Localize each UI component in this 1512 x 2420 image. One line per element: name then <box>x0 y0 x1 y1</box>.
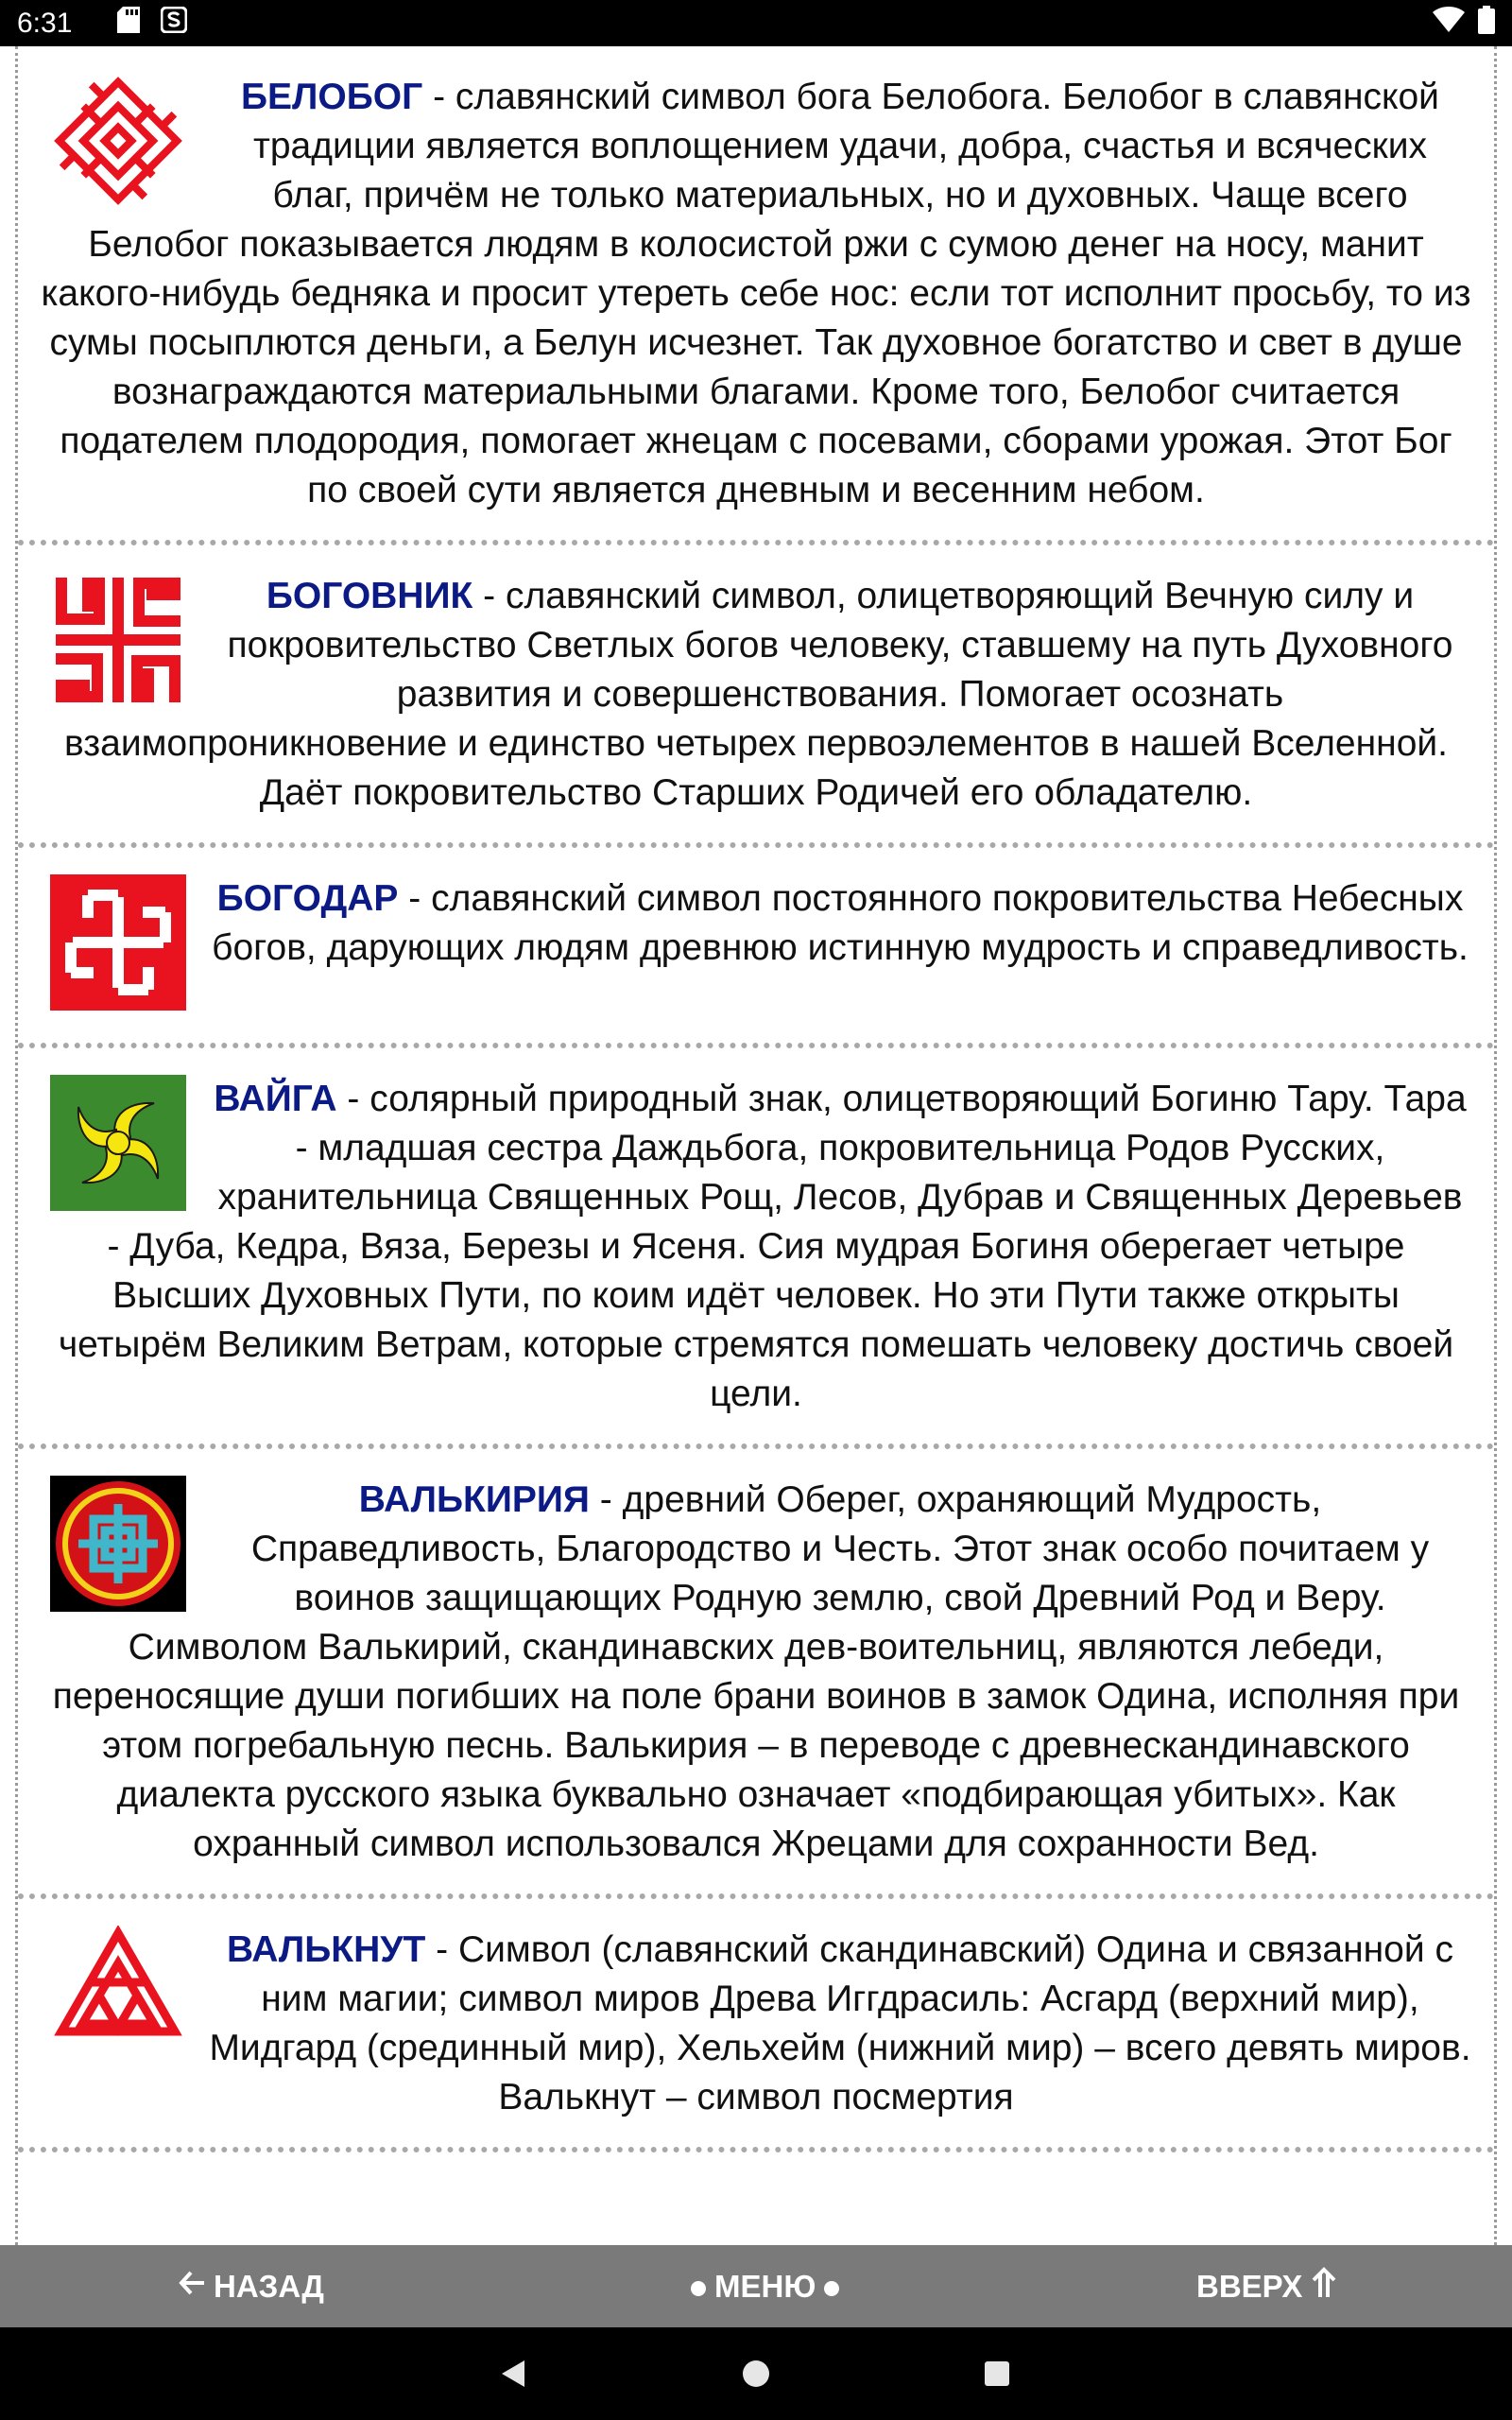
vaiga-symbol-icon <box>50 1075 186 1211</box>
system-navigation-bar <box>0 2327 1512 2420</box>
list-item <box>18 1449 1494 1899</box>
bogovnik-symbol-icon <box>50 572 186 708</box>
list-item <box>18 848 1494 1048</box>
menu-link[interactable] <box>690 2245 840 2327</box>
list-item <box>18 46 1494 545</box>
status-right <box>1433 6 1495 42</box>
symbol-name: ВАЙГА <box>214 1079 337 1119</box>
symbol-description: - славянский символ постоянного покровительства Небесных богов, дарующих людям древнюю истинную мудрость и справедливость. <box>212 878 1469 968</box>
notification-s-icon <box>161 7 187 41</box>
sd-card-icon <box>117 7 140 41</box>
status-time: 6:31 <box>17 7 73 39</box>
arrow-up-icon <box>1310 2267 1338 2307</box>
bullet-icon <box>823 2269 840 2305</box>
symbol-description: - славянский символ бога Белобога. Белобог в славянской традиции является воплощением удачи, добра, счастья и всяческих благ, причём не только материальных, но и духовных. Чаще всего Белобог показывается людям в колосистой ржи с сумою денег на носу, манит какого-нибудь бедняка и просит утереть себе нос: если тот исполнит просьбу, то из сумы посыплются деньги, а Белун исчезнет. Так духовное богатство и свет в душе вознаграждаются материальными благами. Кроме того, Белобог считается подателем плодородия, помогает жнецам с посевами, сборами урожая. Этот Бог по своей сути является дневным и весенним небом. <box>41 77 1471 510</box>
menu-label: МЕНЮ <box>714 2268 816 2304</box>
symbols-list[interactable] <box>15 46 1497 2245</box>
symbol-description: - Символ (славянский скандинавский) Одина и связанной с ним магии; символ миров Древа Иггдрасиль: Асгард (верхний мир), Мидгард (срединный мир), Хельхейм (нижний мир) – всего девять миров. Валькнут – символ посмертия <box>209 1929 1471 2118</box>
symbol-name: БОГОДАР <box>216 878 399 919</box>
status-bar <box>0 0 1512 46</box>
list-item <box>18 545 1494 848</box>
wifi-icon <box>1433 7 1465 41</box>
recents-square-icon[interactable] <box>973 2350 1021 2397</box>
symbol-description: - славянский символ, олицетворяющий Вечную силу и покровительство Светлых богов человеку, ставшему на путь Духовного развития и совершенствования. Помогает осознать взаимопроникновение и единство четырех первоэлементов в нашей Вселенной. Даёт покровительство Старших Родичей его обладателю. <box>63 576 1453 813</box>
back-label: НАЗАД <box>214 2268 324 2304</box>
status-left <box>17 7 187 41</box>
back-triangle-icon[interactable] <box>490 2350 537 2397</box>
valknut-symbol-icon <box>50 1926 186 2062</box>
symbol-description: - древний Оберег, охраняющий Мудрость, Справедливость, Благородство и Честь. Этот знак особо почитаем у воинов защищающих Родную землю, свой Древний Род и Веру. Символом Валькирий, скандинавских дев-воительниц, являются лебеди, переносящие души погибших на поле брани воинов в замок Одина, исполняя при этом погребальную песнь. Валькирия – в переводе с древнескандинавского диалекта русского языка буквально означает «подбирающая убитых». Как охранный символ использовался Жрецами для сохранности Вед. <box>52 1479 1460 1864</box>
belobog-symbol-icon <box>50 73 186 209</box>
home-circle-icon[interactable] <box>732 2350 780 2397</box>
up-label: ВВЕРХ <box>1196 2268 1303 2304</box>
symbol-name: БОГОВНИК <box>266 576 473 616</box>
back-link[interactable] <box>178 2245 324 2327</box>
battery-icon <box>1478 6 1495 42</box>
up-link[interactable] <box>1196 2245 1338 2327</box>
symbol-name: ВАЛЬКНУТ <box>227 1929 426 1970</box>
symbol-name: ВАЛЬКИРИЯ <box>358 1479 590 1520</box>
list-item <box>18 1048 1494 1449</box>
list-item <box>18 1899 1494 2152</box>
bogodar-symbol-icon <box>50 874 186 1011</box>
valkyria-symbol-icon <box>50 1476 186 1612</box>
arrow-left-icon <box>178 2269 206 2305</box>
bottom-navigation <box>0 2245 1512 2327</box>
symbol-name: БЕЛОБОГ <box>241 77 423 117</box>
bullet-icon <box>690 2269 707 2305</box>
symbol-description: - солярный природный знак, олицетворяющий Богиню Тару. Тара - младшая сестра Даждьбога, покровительница Родов Русских, хранительница Священных Рощ, Лесов, Дубрав и Священных Деревьев - Дуба, Кедра, Вяза, Березы и Ясеня. Сия мудрая Богиня оберегает четыре Высших Духовных Пути, по коим идёт человек. Но эти Пути также открыты четырём Великим Ветрам, которые стремятся помешать человеку достичь своей цели. <box>58 1079 1467 1414</box>
